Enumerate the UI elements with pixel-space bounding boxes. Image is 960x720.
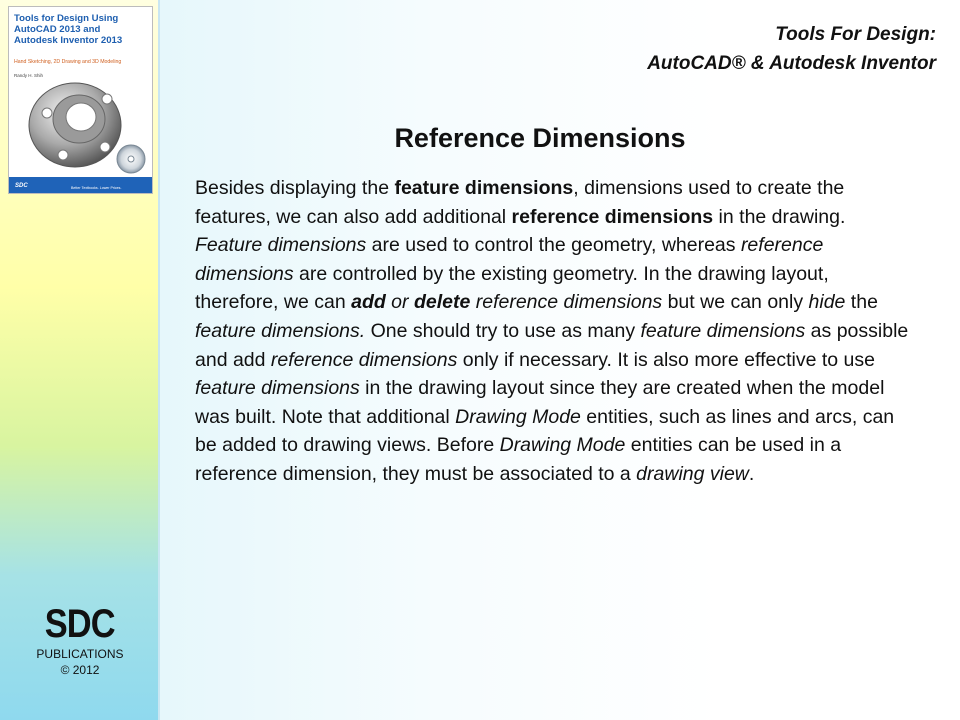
body-text-segment: are used to control the geometry, whereas bbox=[366, 234, 741, 257]
book-cover-image bbox=[8, 6, 153, 194]
body-text-segment: but we can only bbox=[662, 291, 809, 314]
body-text-segment: Besides displaying the bbox=[195, 177, 395, 199]
machined-part-illustration bbox=[19, 73, 147, 181]
cover-footer-band bbox=[9, 177, 152, 193]
body-text-segment: in the drawing layout since they are created when the model was built. Note that additional bbox=[195, 377, 885, 428]
cover-publisher-logo: SDC bbox=[15, 183, 28, 189]
body-text-segment: feature dimensions. bbox=[195, 319, 366, 342]
body-text-segment: . bbox=[748, 462, 755, 485]
body-text-segment: reference dimensions bbox=[270, 348, 458, 371]
body-text-segment: entities can be used in a reference dimension, they must be associated to a bbox=[195, 434, 842, 485]
cover-title-line: Autodesk Inventor 2013 bbox=[14, 35, 123, 46]
body-text-segment: feature dimensions bbox=[195, 377, 360, 400]
course-title-line-2: AutoCAD® & Autodesk Inventor bbox=[647, 53, 936, 74]
body-text-segment: only if necessary. It is also more effective to use bbox=[457, 348, 875, 371]
body-text-segment: Drawing Mode bbox=[499, 434, 626, 457]
body-text-segment: or bbox=[385, 291, 414, 314]
sdc-logo: SDC bbox=[44, 602, 116, 646]
body-text-segment: Feature dimensions bbox=[195, 234, 367, 257]
cover-title-line: AutoCAD 2013 and bbox=[14, 24, 101, 35]
body-text-segment: delete bbox=[413, 291, 471, 314]
course-title-line-1: Tools For Design: bbox=[775, 24, 936, 45]
body-text-segment: One should try to use as many bbox=[365, 319, 641, 342]
sdc-brand-block bbox=[0, 602, 160, 678]
body-text-segment: as possible and add bbox=[195, 319, 909, 371]
brand-publications-text: PUBLICATIONS bbox=[36, 647, 124, 661]
body-text-segment: feature dimensions bbox=[640, 319, 806, 342]
slide-title: Reference Dimensions bbox=[394, 123, 686, 153]
body-text-segment: drawing view bbox=[636, 462, 749, 485]
cover-title-line: Tools for Design Using bbox=[14, 13, 119, 24]
slide-body-paragraph bbox=[195, 174, 915, 489]
body-text-segment: feature dimensions bbox=[394, 177, 574, 199]
body-text-segment: entities, such as lines and arcs, can be added to drawing views. Before bbox=[195, 405, 895, 457]
body-text-segment: reference dimensions bbox=[195, 234, 824, 285]
body-text-segment: , dimensions used to create the features, we can also add additional bbox=[195, 177, 845, 228]
cover-subtitle: Hand Sketching, 2D Drawing and 3D Modeling bbox=[14, 59, 122, 65]
body-text-segment: in the drawing. bbox=[713, 205, 846, 228]
body-text-segment: reference dimensions bbox=[475, 291, 663, 314]
body-text-segment: are controlled by the existing geometry. In the drawing layout, therefore, we can bbox=[195, 262, 829, 314]
cover-tagline: Better Textbooks. Lower Prices. bbox=[71, 185, 122, 190]
body-text-segment: the bbox=[845, 291, 878, 314]
body-text-segment: add bbox=[351, 291, 386, 314]
body-text-segment: Drawing Mode bbox=[455, 405, 581, 428]
body-text-segment: hide bbox=[808, 291, 846, 314]
cover-author: Randy H. Shih bbox=[14, 73, 44, 78]
cover-title bbox=[14, 13, 150, 46]
body-text-segment: reference dimensions bbox=[511, 205, 714, 228]
brand-copyright-text: © 2012 bbox=[60, 663, 100, 677]
